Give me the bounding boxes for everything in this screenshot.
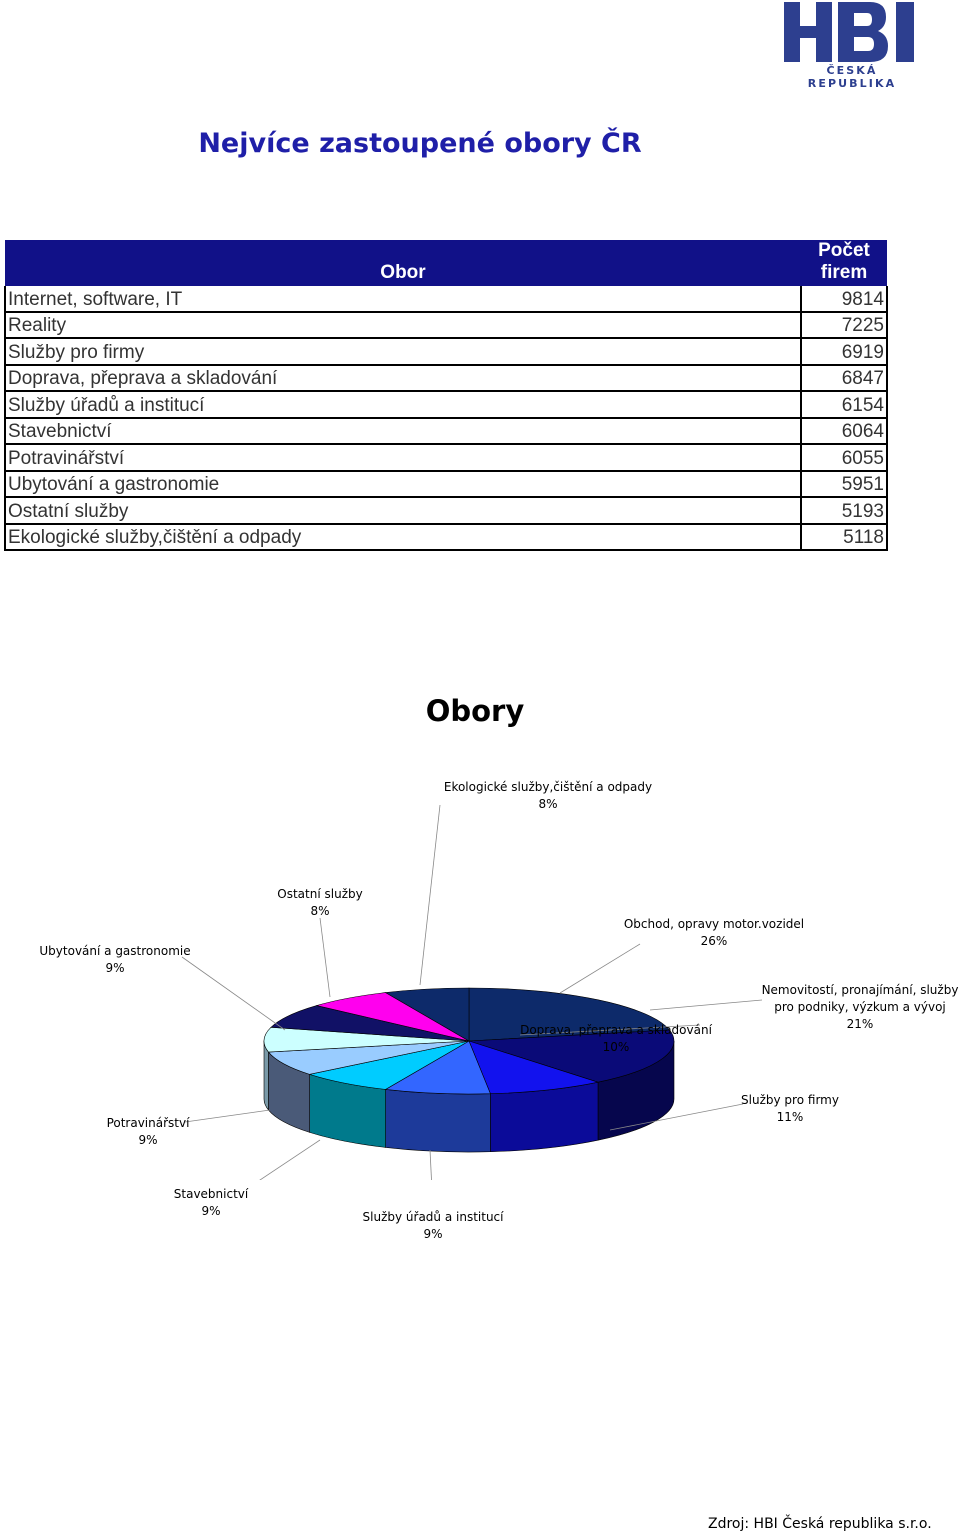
cell-obor: Ubytování a gastronomie bbox=[5, 471, 801, 498]
pie-label bbox=[91, 1186, 331, 1220]
table-row bbox=[5, 524, 887, 551]
pie-label-text: Služby úřadů a institucí bbox=[362, 1210, 504, 1224]
pie-label-value: 9% bbox=[423, 1227, 443, 1241]
table-row bbox=[5, 471, 887, 498]
table-row bbox=[5, 418, 887, 445]
table-row bbox=[5, 365, 887, 392]
pie-leader-line bbox=[650, 1000, 762, 1010]
pie-label-value: 9% bbox=[105, 961, 125, 975]
pie-label bbox=[594, 916, 834, 950]
pie-label bbox=[200, 886, 440, 920]
hbi-logo bbox=[782, 2, 922, 90]
cell-obor: Služby pro firmy bbox=[5, 338, 801, 365]
header-pocet-firem: Počet firem bbox=[801, 240, 887, 286]
cell-pocet: 9814 bbox=[801, 286, 887, 312]
pie-label-value: 21% bbox=[846, 1017, 874, 1031]
page-title: Nejvíce zastoupené obory ČR bbox=[198, 128, 642, 159]
chart-title: Obory bbox=[425, 694, 525, 728]
table-row bbox=[5, 444, 887, 471]
cell-pocet: 6154 bbox=[801, 391, 887, 418]
pie-label-value: 11% bbox=[776, 1110, 804, 1124]
cell-obor: Reality bbox=[5, 312, 801, 339]
cell-obor: Ekologické služby,čištění a odpady bbox=[5, 524, 801, 551]
pie-slice-side bbox=[386, 1089, 491, 1152]
hbi-logo-letters bbox=[782, 2, 922, 64]
pie-label-text: Ekologické služby,čištění a odpady bbox=[443, 780, 653, 794]
pie-label-text: Potravinářství bbox=[106, 1116, 190, 1130]
pie-label-value: 26% bbox=[700, 934, 728, 948]
pie-leader-line bbox=[560, 944, 640, 993]
cell-pocet: 5193 bbox=[801, 497, 887, 524]
pie-label-text: Služby pro firmy bbox=[741, 1093, 839, 1107]
cell-obor: Stavebnictví bbox=[5, 418, 801, 445]
cell-pocet: 7225 bbox=[801, 312, 887, 339]
pie-label bbox=[428, 779, 668, 813]
table-row bbox=[5, 286, 887, 312]
pie-label-value: 9% bbox=[201, 1204, 221, 1218]
table-row bbox=[5, 338, 887, 365]
cell-obor: Potravinářství bbox=[5, 444, 801, 471]
table-row bbox=[5, 312, 887, 339]
cell-pocet: 6064 bbox=[801, 418, 887, 445]
pie-label-text: Ubytování a gastronomie bbox=[39, 944, 191, 958]
cell-obor: Ostatní služby bbox=[5, 497, 801, 524]
table-row bbox=[5, 497, 887, 524]
cell-pocet: 6055 bbox=[801, 444, 887, 471]
source-note: Zdroj: HBI Česká republika s.r.o. bbox=[708, 1516, 932, 1532]
pie-label-value: 8% bbox=[310, 904, 330, 918]
pie-label-text: Stavebnictví bbox=[173, 1187, 249, 1201]
pie-label-value: 8% bbox=[538, 797, 558, 811]
table-row bbox=[5, 391, 887, 418]
table-header-row bbox=[5, 240, 887, 286]
pie-label bbox=[670, 1092, 910, 1126]
cell-obor: Internet, software, IT bbox=[5, 286, 801, 312]
cell-pocet: 5118 bbox=[801, 524, 887, 551]
cell-obor: Doprava, přeprava a skladování bbox=[5, 365, 801, 392]
pie-label bbox=[760, 982, 960, 1033]
cell-pocet: 5951 bbox=[801, 471, 887, 498]
cell-obor: Služby úřadů a institucí bbox=[5, 391, 801, 418]
pie-label bbox=[313, 1209, 553, 1243]
pie-label-text: Obchod, opravy motor.vozidel bbox=[623, 917, 805, 931]
logo-subtitle: ČESKÁ REPUBLIKA bbox=[807, 64, 897, 90]
cell-pocet: 6847 bbox=[801, 365, 887, 392]
obor-table bbox=[4, 240, 888, 551]
pie-label-value: 10% bbox=[602, 1040, 630, 1054]
pie-label-text: Doprava, přeprava a skladování bbox=[520, 1023, 712, 1037]
pie-leader-line bbox=[320, 918, 330, 997]
pie-label-text: Ostatní služby bbox=[277, 887, 363, 901]
pie-label-value: 9% bbox=[138, 1133, 158, 1147]
header-obor: Obor bbox=[5, 240, 801, 286]
pie-leader-line bbox=[430, 1150, 433, 1180]
pie-label bbox=[496, 1022, 736, 1056]
pie-label bbox=[28, 1115, 268, 1149]
pie-label bbox=[0, 943, 235, 977]
cell-pocet: 6919 bbox=[801, 338, 887, 365]
pie-label-text: Nemovitostí, pronajímání, služby pro podniky, výzkum a vývoj bbox=[761, 983, 959, 1014]
